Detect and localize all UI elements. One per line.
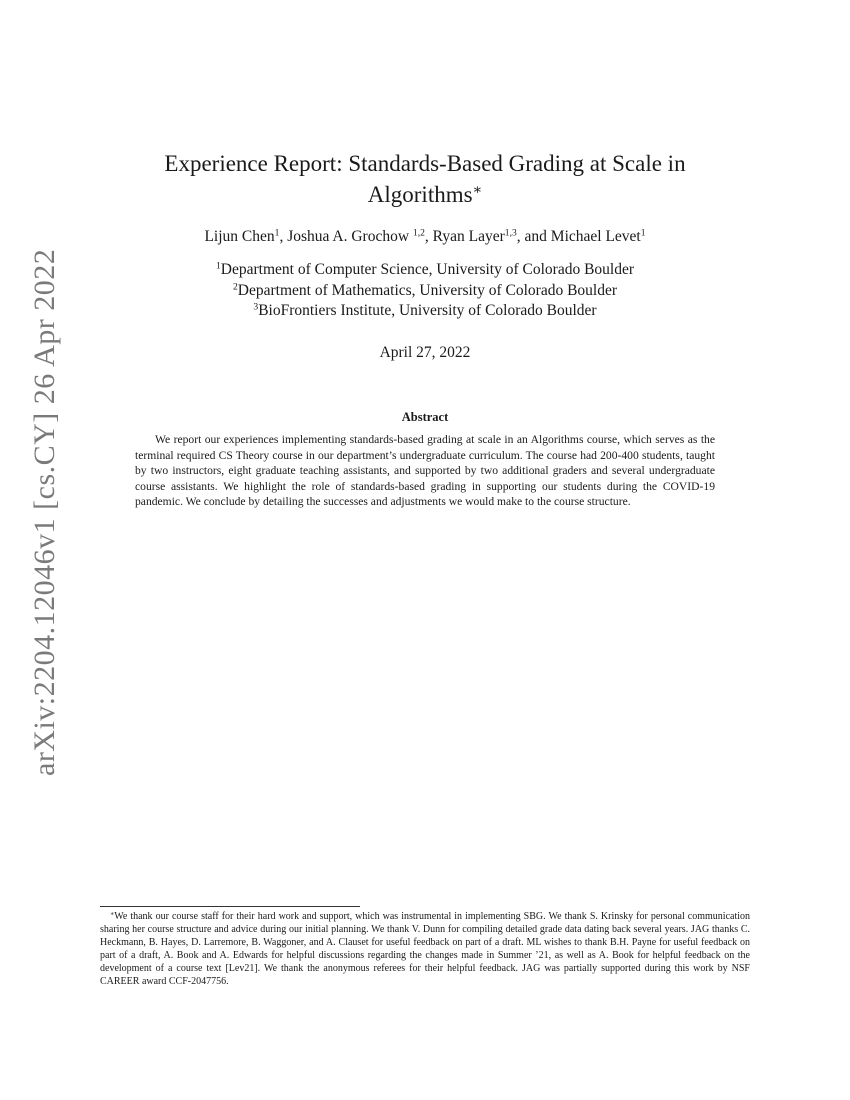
affiliation-mark: 1 bbox=[215, 260, 221, 272]
paper-title bbox=[100, 148, 750, 210]
author-separator: , bbox=[424, 228, 433, 245]
arxiv-identifier: arXiv:2204.12046v1 [cs.CY] 26 Apr 2022 bbox=[28, 248, 61, 776]
publication-date: April 27, 2022 bbox=[379, 344, 471, 361]
author: Joshua A. Grochow bbox=[287, 228, 413, 245]
title-footnote-mark: ∗ bbox=[472, 182, 483, 199]
abstract-heading: Abstract bbox=[401, 410, 449, 424]
author: Lijun Chen bbox=[204, 228, 275, 245]
footnote-mark: ∗ bbox=[110, 910, 115, 918]
affiliation-text: BioFrontiers Institute, University of Colorado Boulder bbox=[258, 302, 597, 319]
abstract-text: We report our experiences implementing standards-based grading at scale in an Algorithms course, which serves as the terminal required CS Theory course in our department’s undergraduate curriculum. The course had 200-400 students, taught by two instructors, eight graduate teaching assistants, and supported by two additional graders and several undergraduate course assistants. We highlight the role of standards-based grading in supporting our students during the COVID-19 pandemic. We conclude by detailing the successes and adjustments we would make to the course structure. bbox=[135, 433, 715, 508]
affiliation bbox=[100, 301, 750, 322]
author-affiliation-mark: 1 bbox=[640, 227, 646, 239]
author-list bbox=[100, 228, 750, 246]
affiliation-mark: 2 bbox=[232, 281, 238, 293]
author-separator: , and bbox=[516, 228, 551, 245]
affiliation-mark: 3 bbox=[253, 301, 259, 313]
affiliation bbox=[100, 281, 750, 302]
author: Ryan Layer bbox=[432, 228, 505, 245]
title-line-2: Algorithms bbox=[367, 182, 473, 207]
author-affiliation-mark: 1,2 bbox=[412, 227, 425, 239]
title-line-1: Experience Report: Standards-Based Grading at Scale in bbox=[164, 151, 686, 176]
author: Michael Levet bbox=[550, 228, 641, 245]
author-separator: , bbox=[279, 228, 288, 245]
author-affiliation-mark: 1,3 bbox=[504, 227, 517, 239]
affiliation-text: Department of Computer Science, University of Colorado Boulder bbox=[220, 261, 635, 278]
affiliation bbox=[100, 260, 750, 281]
affiliation-text: Department of Mathematics, University of Colorado Boulder bbox=[237, 281, 618, 299]
footnote-rule bbox=[100, 906, 360, 907]
footnote bbox=[100, 910, 750, 989]
author-affiliation-mark: 1 bbox=[274, 227, 280, 239]
affiliation-list bbox=[100, 260, 750, 322]
footnote-text: We thank our course staff for their hard work and support, which was instrumental in implementing SBG. We thank S. Krinsky for personal communication sharing her course structure and advice during our initial planning. We thank V. Dunn for compiling detailed grade data dating back several years. JAG thanks C. Heckmann, B. Hayes, D. Larremore, B. Waggoner, and A. Clauset for useful feedback on part of a draft. ML wishes to thank B.H. Payne for useful feedback on part of a draft, A. Book and A. Edwards for helpful discussions regarding the changes made in Summer ’21, as well as A. Book for helpful feedback on the development of a course text [Lev21]. We thank the anonymous referees for their helpful feedback. JAG was partially supported during this work by NSF CAREER award CCF-2047756. bbox=[100, 911, 750, 988]
